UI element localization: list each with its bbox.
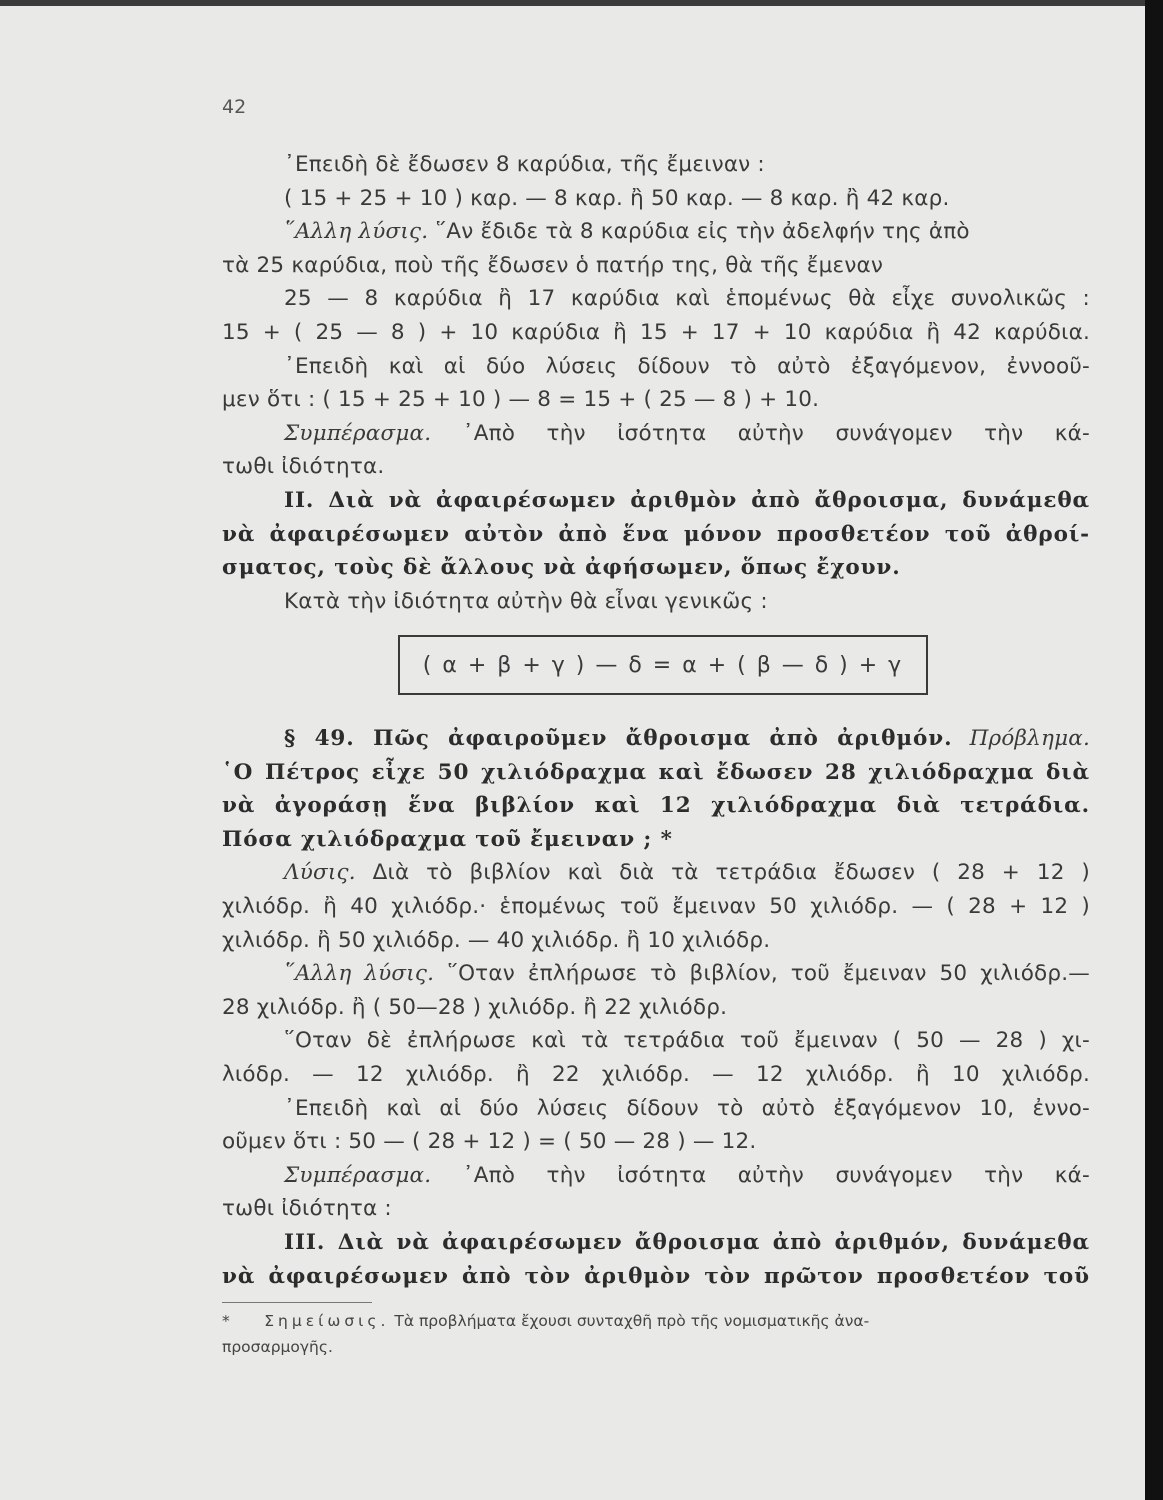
conclusion-2-text: ᾿Απὸ τὴν ἰσότητα αὐτὴν συνάγομεν τὴν κά- bbox=[431, 1162, 1090, 1188]
footnote-line-1 bbox=[222, 1308, 1090, 1334]
text-line: τὰ 25 καρύδια, ποὺ τῆς ἔδωσεν ὁ πατήρ της, θὰ τῆς ἔμεναν bbox=[222, 252, 884, 278]
text-line: ᾿Επειδὴ καὶ αἱ δύο λύσεις δίδουν τὸ αὐτὸ ἐξαγόμενον, ἐννοοῦ- bbox=[284, 353, 1090, 379]
general-line: Κατὰ τὴν ἰδιότητα αὐτὴν θὰ εἶναι γενικῶς : bbox=[284, 588, 768, 614]
top-lines bbox=[222, 148, 1090, 215]
solution-lines bbox=[222, 890, 1090, 957]
rule-2-line: νὰ ἀφαιρέσωμεν αὐτὸν ἀπὸ ἕνα μόνον προσθετέον τοῦ ἀθροί- bbox=[222, 521, 1090, 547]
alt-solution-2-line: λιόδρ. — 12 χιλιόδρ. ἢ 22 χιλιόδρ. — 12 χιλιόδρ. ἢ 10 χιλιόδρ. bbox=[222, 1061, 1090, 1087]
section-heading bbox=[222, 722, 1090, 756]
alt-solution-2-text: ῞Οταν ἐπλήρωσε τὸ βιβλίον, τοῦ ἔμειναν 50 χιλιόδρ.— bbox=[434, 961, 1090, 987]
alt-solution-2-label: ῞Αλλη λύσις. bbox=[284, 961, 435, 987]
rule-3 bbox=[222, 1226, 1090, 1293]
rule-2-line: σματος, τοὺς δὲ ἄλλους νὰ ἀφήσωμεν, ὅπως ἔχουν. bbox=[222, 555, 901, 581]
alt-solution-2-lines bbox=[222, 991, 1090, 1159]
formula-box bbox=[398, 635, 928, 695]
alt-solution-label: ῞Αλλη λύσις. bbox=[284, 219, 429, 245]
problem-label: Πρόβλημα. bbox=[969, 726, 1090, 751]
alt-solution-2-line: ᾿Επειδὴ καὶ αἱ δύο λύσεις δίδουν τὸ αὐτὸ ἐξαγόμενον 10, ἐννο- bbox=[284, 1095, 1090, 1121]
formula: ( α + β + γ ) — δ = α + ( β — δ ) + γ bbox=[422, 652, 904, 678]
alt-solution-2-line: οῦμεν ὅτι : 50 — ( 28 + 12 ) = ( 50 — 28 ) — 12. bbox=[222, 1129, 757, 1155]
problem-line: νὰ ἀγοράσῃ ἕνα βιβλίον καὶ 12 χιλιόδραχμα διὰ τετράδια. bbox=[222, 793, 1090, 819]
conclusion-2-line bbox=[222, 1159, 1090, 1193]
solution-line bbox=[222, 856, 1090, 890]
footnote-label: Σημείωσις. bbox=[264, 1312, 390, 1330]
problem bbox=[222, 756, 1090, 857]
solution-text: Διὰ τὸ βιβλίον καὶ διὰ τὰ τετράδια ἔδωσεν ( 28 + 12 ) bbox=[355, 860, 1090, 886]
footnote-rule bbox=[222, 1302, 372, 1303]
alt-solution-2-line: 28 χιλιόδρ. ἢ ( 50—28 ) χιλιόδρ. ἢ 22 χιλιόδρ. bbox=[222, 994, 728, 1020]
rule-3-line: νὰ ἀφαιρέσωμεν ἀπὸ τὸν ἀριθμὸν τὸν πρῶτον προσθετέον τοῦ bbox=[222, 1263, 1090, 1289]
footnote-line-2: προσαρμογῆς. bbox=[222, 1338, 333, 1356]
alt-solution-2-line: ῞Οταν δὲ ἐπλήρωσε καὶ τὰ τετράδια τοῦ ἔμειναν ( 50 — 28 ) χι- bbox=[284, 1028, 1090, 1054]
conclusion-2-line-2: τωθι ἰδιότητα : bbox=[222, 1196, 392, 1222]
conclusion-1-line-2: τωθι ἰδιότητα. bbox=[222, 454, 385, 480]
solution-line: χιλιόδρ. ἢ 50 χιλιόδρ. — 40 χιλιόδρ. ἢ 10 χιλιόδρ. bbox=[222, 927, 771, 953]
text-line: 15 + ( 25 — 8 ) + 10 καρύδια ἢ 15 + 17 + 10 καρύδια ἢ 42 καρύδια. bbox=[222, 319, 1090, 345]
footnote-text: Τὰ προβλήματα ἔχουσι συνταχθῆ πρὸ τῆς νομισματικῆς ἀνα- bbox=[389, 1312, 870, 1330]
problem-line: Πόσα χιλιόδραχμα τοῦ ἔμειναν ; * bbox=[222, 826, 673, 852]
alt-solution-2-line bbox=[222, 957, 1090, 991]
footnote bbox=[222, 1308, 1090, 1360]
scan-edge-right bbox=[1145, 0, 1163, 1500]
solution-line: χιλιόδρ. ἢ 40 χιλιόδρ.· ἑπομένως τοῦ ἔμειναν 50 χιλιόδρ. — ( 28 + 12 ) bbox=[222, 893, 1090, 919]
text-line: ( 15 + 25 + 10 ) καρ. — 8 καρ. ἢ 50 καρ. — 8 καρ. ἢ 42 καρ. bbox=[284, 185, 950, 211]
mid-lines bbox=[222, 249, 1090, 417]
conclusion-1-label: Συμπέρασμα. bbox=[284, 420, 432, 446]
conclusion-2-label: Συμπέρασμα. bbox=[284, 1162, 432, 1188]
section-title: § 49. Πῶς ἀφαιροῦμεν ἄθροισμα ἀπὸ ἀριθμόν. bbox=[284, 726, 953, 751]
main-text-2 bbox=[222, 722, 1090, 1293]
main-text bbox=[222, 148, 1090, 618]
text-line: ᾿Επειδὴ δὲ ἔδωσεν 8 καρύδια, τῆς ἔμειναν : bbox=[284, 152, 765, 177]
page-number: 42 bbox=[222, 96, 247, 118]
rule-2 bbox=[222, 484, 1090, 585]
alt-solution-text: ῞Αν ἔδιδε τὰ 8 καρύδια εἰς τὴν ἀδελφήν της ἀπὸ bbox=[428, 219, 970, 245]
text-line: 25 — 8 καρύδια ἢ 17 καρύδια καὶ ἑπομένως θὰ εἶχε συνολικῶς : bbox=[284, 286, 1090, 312]
conclusion-1-line bbox=[222, 417, 1090, 451]
text-line: μεν ὅτι : ( 15 + 25 + 10 ) — 8 = 15 + ( 25 — 8 ) + 10. bbox=[222, 387, 820, 413]
solution-label: Λύσις. bbox=[284, 860, 356, 886]
rule-2-line: II. Διὰ νὰ ἀφαιρέσωμεν ἀριθμὸν ἀπὸ ἄθροισμα, δυνάμεθα bbox=[284, 487, 1090, 513]
problem-line: ῾Ο Πέτρος εἶχε 50 χιλιόδραχμα καὶ ἔδωσεν 28 χιλιόδραχμα διὰ bbox=[222, 759, 1090, 785]
conclusion-1-text: ᾿Απὸ τὴν ἰσότητα αὐτὴν συνάγομεν τὴν κά- bbox=[431, 420, 1090, 446]
rule-3-line: III. Διὰ νὰ ἀφαιρέσωμεν ἄθροισμα ἀπὸ ἀριθμόν, δυνάμεθα bbox=[284, 1229, 1090, 1255]
scan-edge-top bbox=[0, 0, 1163, 6]
footnote-mark: * bbox=[222, 1312, 230, 1330]
alt-solution-line bbox=[222, 215, 1090, 249]
